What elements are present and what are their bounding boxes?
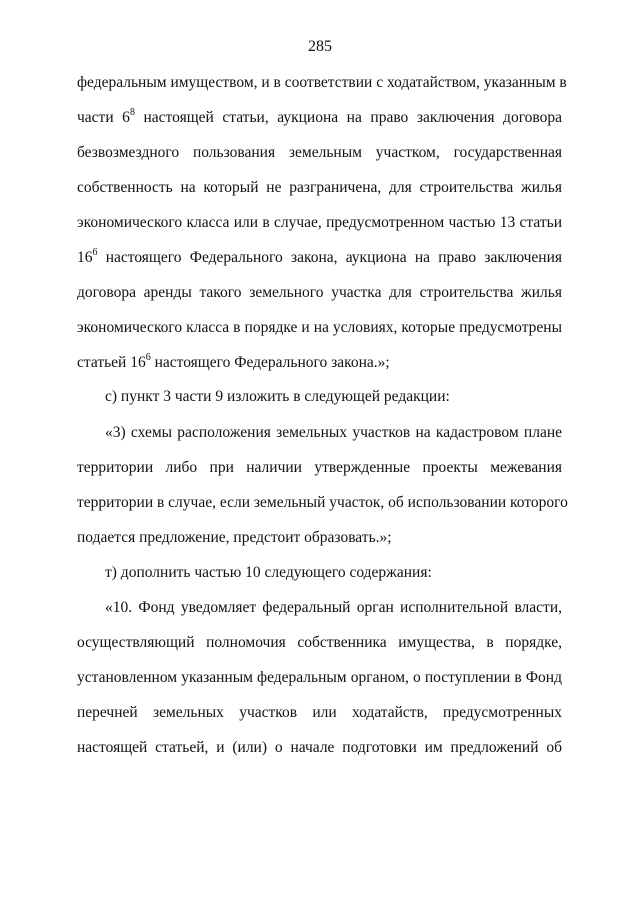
text-line-14: подается предложение, предстоит образовать.»; bbox=[77, 529, 392, 546]
text-line-1: федеральным имуществом, и в соответствии с ходатайством, указанным в bbox=[77, 74, 567, 91]
page-number: 285 bbox=[308, 38, 332, 55]
text-line-11: «3) схемы расположения земельных участков на кадастровом плане bbox=[105, 424, 562, 441]
text-line-16: «10. Фонд уведомляет федеральный орган исполнительной власти, bbox=[105, 599, 562, 616]
text-line-7: договора аренды такого земельного участка для строительства жилья bbox=[77, 284, 562, 301]
text-line-9: статьей $16^6$ настоящего Федерального закона.»; bbox=[77, 351, 390, 371]
text-line-3: безвозмездного пользования земельным участком, государственная bbox=[77, 144, 562, 161]
text-line-8: экономического класса в порядке и на условиях, которые предусмотрены bbox=[77, 319, 562, 336]
text-line-2: части $6^8$ настоящей статьи, аукциона на право заключения договора bbox=[77, 106, 563, 126]
text-line-10: с) пункт 3 части 9 изложить в следующей редакции: bbox=[105, 388, 450, 405]
text-line-12: территории либо при наличии утвержденные проекты межевания bbox=[77, 459, 562, 476]
text-line-20: настоящей статьей, и (или) о начале подготовки им предложений об bbox=[77, 739, 562, 756]
text-line-17: осуществляющий полномочия собственника имущества, в порядке, bbox=[77, 634, 562, 651]
text-line-13: территории в случае, если земельный участок, об использовании которого bbox=[77, 494, 568, 511]
text-line-4: собственность на который не разграничена, для строительства жилья bbox=[77, 179, 562, 196]
text-line-5: экономического класса или в случае, предусмотренном частью 13 статьи bbox=[77, 214, 562, 231]
text-line-19: перечней земельных участков или ходатайств, предусмотренных bbox=[77, 704, 562, 721]
text-line-15: т) дополнить частью 10 следующего содержания: bbox=[105, 564, 432, 581]
text-line-18: установленном указанным федеральным органом, о поступлении в Фонд bbox=[77, 669, 562, 686]
text-line-6: $16^6$ настоящего Федерального закона, аукциона на право заключения bbox=[77, 246, 562, 266]
